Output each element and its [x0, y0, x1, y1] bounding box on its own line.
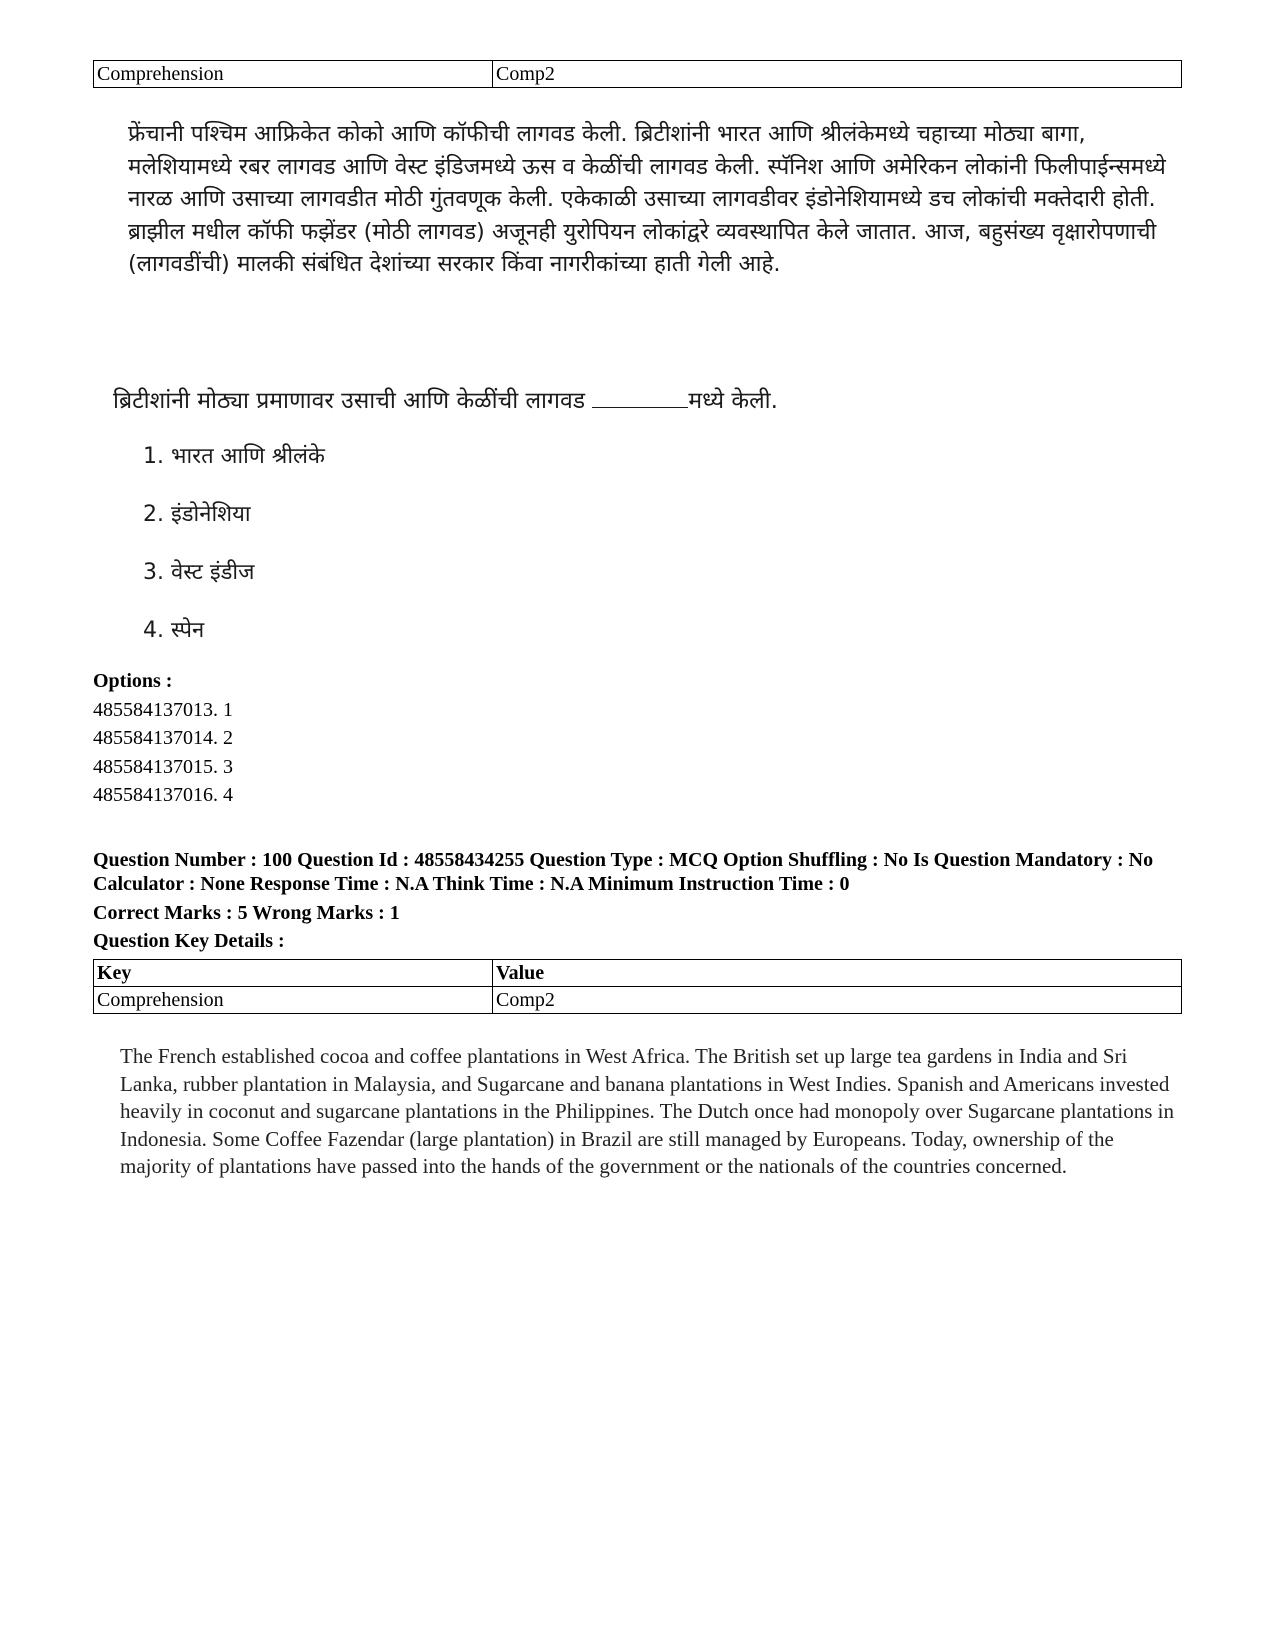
table-row — [94, 61, 1182, 88]
options-label: Options : — [93, 670, 173, 692]
table-header-row — [94, 960, 1182, 987]
option-item: 485584137015. 3 — [93, 755, 233, 778]
table-cell-value: Comp2 — [493, 61, 1182, 88]
option-item: 485584137013. 1 — [93, 698, 233, 721]
table-cell-key: Comprehension — [94, 987, 493, 1014]
table-cell-value: Comp2 — [493, 987, 1182, 1014]
question-meta: Question Number : 100 Question Id : 48558434255 Question Type : MCQ Option Shuffling : No Is Question Mandatory : No Calculator : None Response Time : N.A Think Time : N.A Minimum Instruction Time : 0 — [93, 849, 1154, 895]
choice-item: 3. वेस्ट इंडीज — [143, 560, 255, 585]
options-block — [93, 667, 233, 810]
choice-item: 1. भारत आणि श्रीलंके — [143, 444, 325, 469]
question-marathi — [113, 383, 778, 415]
answer-blank — [592, 387, 688, 408]
option-item: 485584137016. 4 — [93, 784, 233, 806]
table-row — [94, 987, 1182, 1014]
header-value: Value — [493, 960, 1182, 987]
marks-line: Correct Marks : 5 Wrong Marks : 1 — [93, 902, 400, 924]
choice-item: 2. इंडोनेशिया — [143, 502, 251, 527]
key-details-label: Question Key Details : — [93, 930, 285, 952]
question-text-after: मध्ये केली. — [688, 388, 778, 414]
comprehension-table — [93, 60, 1182, 88]
choice-item: 4. स्पेन — [143, 618, 205, 643]
question-text-before: ब्रिटीशांनी मोठ्या प्रमाणावर उसाची आणि केळींची लागवड — [113, 388, 593, 414]
passage-english: The French established cocoa and coffee plantations in West Africa. The British set up large tea gardens in India and Sri Lanka, rubber plantation in Malaysia, and Sugarcane and banana plantations in West Indies. Spanish and Americans invested heavily in coconut and sugarcane plantations in the Philippines. The Dutch once had monopoly over Sugarcane plantations in Indonesia. Some Coffee Fazendar (large plantation) in Brazil are still managed by Europeans. Today, ownership of the majority of plantations have passed into the hands of the government or the nationals of the countries concerned. — [120, 1044, 1175, 1178]
choice-list — [143, 440, 325, 672]
passage-marathi: फ्रेंचानी पश्चिम आफ्रिकेत कोको आणि कॉफीची लागवड केली. ब्रिटीशांनी भारत आणि श्रीलंकेमध्ये चहाच्या मोठ्या बागा, मलेशियामध्ये रबर लागवड आणि वेस्ट इंडिजमध्ये ऊस व केळींची लागवड केली. स्पॅनिश आणि अमेरिकन लोकांनी फिलीपाईन्समध्ये नारळ आणि उसाच्या लागवडीत मोठी गुंतवणूक केली. एकेकाळी उसाच्या लागवडीवर इंडोनेशियामध्ये डच लोकांची मक्तेदारी होती. ब्राझील मधील कॉफी फझेंडर (मोठी लागवड) अजूनही युरोपियन लोकांद्वरे व्यवस्थापित केले जातात. आज, बहुसंख्य वृक्षारोपणाची (लागवडींची) मालकी संबंधित देशांच्या सरकार किंवा नागरीकांच्या हाती गेली आहे. — [128, 121, 1166, 277]
table-cell-key: Comprehension — [94, 61, 493, 88]
option-item: 485584137014. 2 — [93, 727, 233, 749]
header-key: Key — [94, 960, 493, 987]
key-details-table — [93, 959, 1182, 1014]
